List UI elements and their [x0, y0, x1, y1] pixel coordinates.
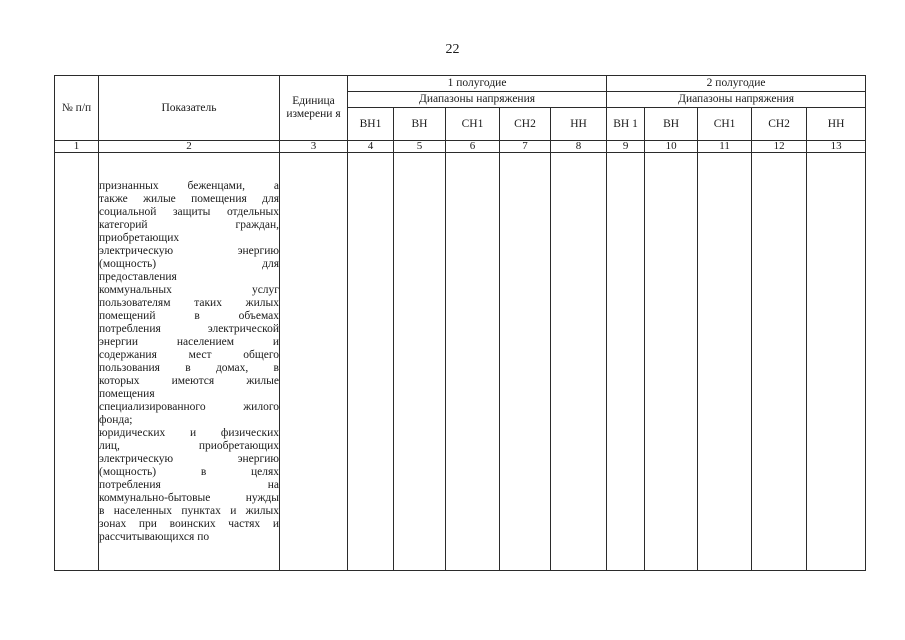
header-voltage-ranges-2: Диапазоны напряжения: [607, 92, 866, 108]
indicator-text-line: социальной защиты отдельных: [99, 205, 279, 218]
value-cell: [551, 153, 607, 571]
indicator-text-line: фонда;: [99, 413, 133, 426]
indicator-text-line: потребления на: [99, 478, 279, 491]
range-h1-vn: ВН: [394, 108, 446, 141]
indicator-text-line: приобретающих: [99, 231, 180, 244]
indicator-text-line: потребления электрической: [99, 322, 279, 335]
range-h2-vn: ВН: [645, 108, 698, 141]
indicator-text-line: (мощность) для: [99, 257, 279, 270]
indicator-text-line: которых имеются жилые: [99, 374, 279, 387]
indicator-text-line: зонах при воинских частях и: [99, 517, 279, 530]
indicator-text-line: признанных беженцами, а: [99, 179, 279, 192]
indicator-text-cell: [99, 153, 280, 571]
column-number-row: [55, 141, 866, 153]
indicator-text-line: лиц, приобретающих: [99, 439, 279, 452]
indicator-text-line: коммунальных услуг: [99, 283, 279, 296]
column-number: 12: [752, 141, 807, 153]
range-h1-sn2: СН2: [500, 108, 551, 141]
range-h2-nn: НН: [807, 108, 866, 141]
indicator-text-line: энергии населением и: [99, 335, 279, 348]
header-half1: 1 полугодие: [348, 76, 607, 92]
range-h1-sn1: СН1: [446, 108, 500, 141]
indicator-text-line: специализированного жилого: [99, 400, 279, 413]
header-indicator: Показатель: [99, 76, 280, 141]
indicator-text-line: также жилые помещения для: [99, 192, 279, 205]
indicator-text-line: категорий граждан,: [99, 218, 279, 231]
value-cell: [500, 153, 551, 571]
column-number: 2: [99, 141, 280, 153]
value-cell: [607, 153, 645, 571]
column-number: 1: [55, 141, 99, 153]
range-h1-nn: НН: [551, 108, 607, 141]
header-voltage-ranges-1: Диапазоны напряжения: [348, 92, 607, 108]
indicator-text-line: рассчитывающихся по: [99, 530, 210, 543]
value-cell: [807, 153, 866, 571]
range-h2-vn1: ВН 1: [607, 108, 645, 141]
indicator-text-line: электрическую энергию: [99, 244, 279, 257]
indicator-text-line: пользователям таких жилых: [99, 296, 279, 309]
column-number: 10: [645, 141, 698, 153]
unit-cell: [280, 153, 348, 571]
indicator-text-line: содержания мест общего: [99, 348, 279, 361]
range-h2-sn1: СН1: [698, 108, 752, 141]
indicator-text-line: электрическую энергию: [99, 452, 279, 465]
indicator-text-line: помещения: [99, 387, 155, 400]
header-num: № п/п: [55, 76, 99, 141]
value-cell: [752, 153, 807, 571]
column-number: 6: [446, 141, 500, 153]
value-cell: [698, 153, 752, 571]
range-h2-sn2: СН2: [752, 108, 807, 141]
indicator-text-line: юридических и физических: [99, 426, 279, 439]
indicator-text-line: предоставления: [99, 270, 177, 283]
column-number: 4: [348, 141, 394, 153]
indicator-text-line: пользования в домах, в: [99, 361, 279, 374]
column-number: 9: [607, 141, 645, 153]
indicator-text-line: в населенных пунктах и жилых: [99, 504, 279, 517]
row-num-cell: [55, 153, 99, 571]
header-half2: 2 полугодие: [607, 76, 866, 92]
column-number: 5: [394, 141, 446, 153]
indicator-text-line: коммунально-бытовые нужды: [99, 491, 279, 504]
column-number: 11: [698, 141, 752, 153]
column-number: 8: [551, 141, 607, 153]
column-number: 13: [807, 141, 866, 153]
header-unit: Единица измерени я: [280, 76, 348, 141]
column-number: 3: [280, 141, 348, 153]
table-row: [55, 153, 866, 571]
value-cell: [394, 153, 446, 571]
value-cell: [348, 153, 394, 571]
value-cell: [645, 153, 698, 571]
indicator-text-line: (мощность) в целях: [99, 465, 279, 478]
tariff-table: [54, 75, 866, 571]
range-h1-vn1: ВН1: [348, 108, 394, 141]
page-number: 22: [445, 42, 460, 57]
indicator-text-line: помещений в объемах: [99, 309, 279, 322]
indicator-text: [99, 180, 279, 544]
value-cell: [446, 153, 500, 571]
column-number: 7: [500, 141, 551, 153]
